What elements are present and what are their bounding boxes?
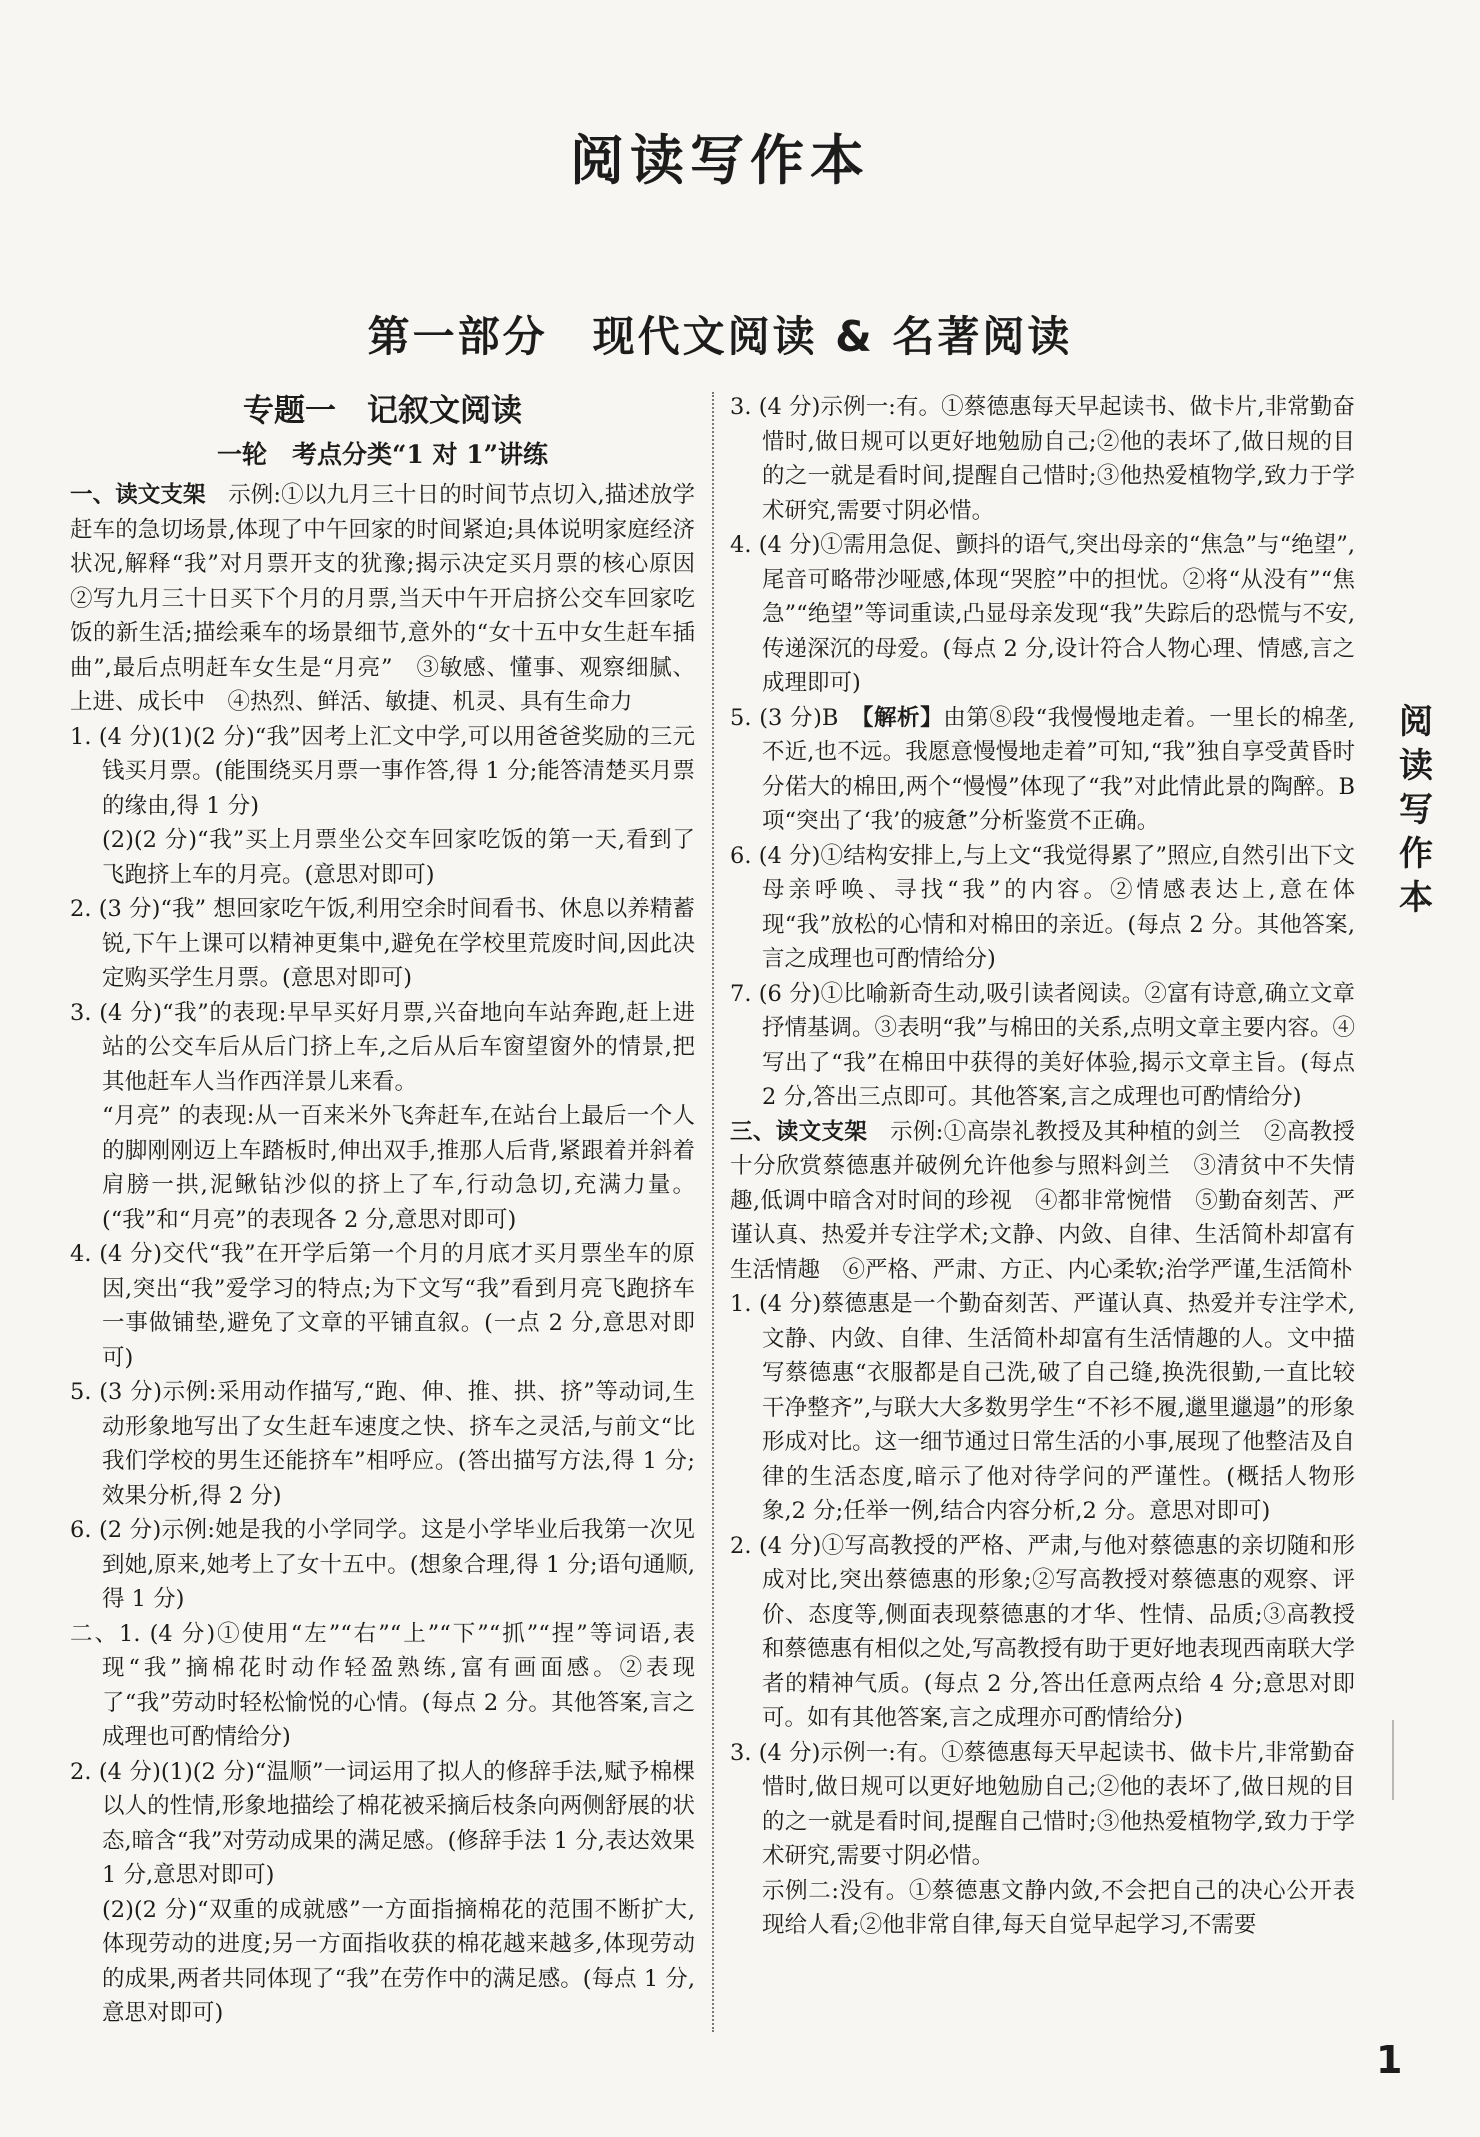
section-label: 一、读文支架 (70, 482, 206, 508)
answer-item: 4. (4 分)交代“我”在开学后第一个月的月底才买月票坐车的原因,突出“我”爱学习的特点;为下文写“我”看到月亮飞跑挤车一事做铺垫,避免了文章的平铺直叙。(一点 2 分,意思对即可) (70, 1241, 695, 1371)
part-heading: 第一部分 现代文阅读 & 名著阅读 (367, 312, 1073, 361)
answer-subitem: “月亮” 的表现:从一百来米外飞奔赶车,在站台上最后一个人的脚刚刚迈上车踏板时,伸出双手,推那人后背,紧跟着并斜着肩膀一拱,泥鳅钻沙似的挤上了车,行动急切,充满力量。(“我”和“月亮”的表现各 2 分,意思对即可) (102, 1103, 695, 1233)
answer-item: 2. (3 分)“我” 想回家吃午饭,利用空余时间看书、休息以养精蓄锐,下午上课可以精神更集中,避免在学校里荒废时间,因此决定购买学生月票。(意思对即可) (70, 896, 695, 991)
side-tab-label: 阅读写作本 (1399, 702, 1433, 918)
answer-item: 1. (4 分)蔡德惠是一个勤奋刻苦、严谨认真、热爱并专注学术,文静、内敛、自律、生活简朴却富有生活情趣的人。文中描写蔡德惠“衣服都是自己洗,破了自己缝,换洗很勤,一直比较干净整齐”,与联大大多数男学生“不衫不履,邋里邋遢”的形象形成对比。这一细节通过日常生活的小事,展现了他整洁及自律的生活态度,暗示了他对待学问的严谨性。(概括人物形象,2 分;任举一例,结合内容分析,2 分。意思对即可) (730, 1291, 1355, 1524)
section-one-frame (70, 478, 718, 720)
answer-subitem: (2)(2 分)“我”买上月票坐公交车回家吃饭的第一天,看到了飞跑挤上车的月亮。(意思对即可) (102, 827, 695, 888)
section-text: 示例:①以九月三十日的时间节点切入,描述放学赶车的急切场景,体现了中午回家的时间紧迫;具体说明家庭经济状况,解释“我”对月票开支的犹豫;揭示决定买月票的核心原因 ②写九月三十日买下个月的月票,当天中午开启挤公交车回家吃饭的新生活;描绘乘车的场景细节,意外的“女十五中女生赶车插曲”,最后点明赶车女生是“月亮” ③敏感、懂事、观察细腻、上进、成长中 ④热烈、鲜活、敏捷、机灵、具有生命力 (70, 482, 718, 715)
column-divider (712, 392, 714, 2032)
left-column (70, 388, 718, 2031)
right-column (730, 390, 1355, 1943)
answer-item: 6. (4 分)①结构安排上,与上文“我觉得累了”照应,自然引出下文母亲呼唤、寻找“我”的内容。②情感表达上,意在体现“我”放松的心情和对棉田的亲近。(每点 2 分。其他答案,言之成理也可酌情给分) (730, 842, 1355, 972)
analysis-text: 由第⑧段“我慢慢地走着。一里长的棉垄,不近,也不远。我愿意慢慢地走着”可知,“我”独自享受黄昏时分偌大的棉田,两个“慢慢”体现了“我”对此情此景的陶醉。B 项“突出了‘我’的疲惫”分析鉴赏不正确。 (762, 704, 1355, 834)
side-divider (1392, 1720, 1394, 1800)
answer-prefix: 5. (3 分)B (730, 704, 863, 731)
answer-subitem: 示例二:没有。①蔡德惠文静内敛,不会把自己的决心公开表现给人看;②他非常自律,每天自觉早起学习,不需要 (762, 1877, 1355, 1938)
answer-item: 1. (4 分)(1)(2 分)“我”因考上汇文中学,可以用爸爸奖励的三元钱买月票。(能围绕买月票一事作答,得 1 分;能答清楚买月票的缘由,得 1 分) (70, 723, 695, 819)
answer-item: 3. (4 分)“我”的表现:早早买好月票,兴奋地向车站奔跑,赶上进站的公交车后从后门挤上车,之后从后车窗望窗外的情景,把其他赶车人当作西洋景儿来看。 (70, 999, 695, 1095)
section-three-frame (730, 1115, 1355, 1288)
subtopic-heading: 一轮 考点分类“1 对 1”讲练 (217, 440, 548, 469)
answer-item: 3. (4 分)示例一:有。①蔡德惠每天早起读书、做卡片,非常勤奋惜时,做日规可以更好地勉励自己;②他的表坏了,做日规的目的之一就是看时间,提醒自己惜时;③他热爱植物学,致力于学术研究,需要寸阴必惜。 (730, 394, 1355, 524)
answer-item: 2. (4 分)(1)(2 分)“温顺”一词运用了拟人的修辞手法,赋予棉棵以人的性情,形象地描绘了棉花被采摘后枝条向两侧舒展的状态,暗含“我”对劳动成果的满足感。(修辞手法 1 分,表达效果 1 分,意思对即可) (70, 1758, 695, 1888)
page-title: 阅读写作本 (570, 128, 870, 192)
topic-heading: 专题一 记叙文阅读 (243, 393, 522, 429)
answer-subitem: (2)(2 分)“双重的成就感”一方面指摘棉花的范围不断扩大,体现劳动的进度;另一方面指收获的棉花越来越多,体现劳动的成果,两者共同体现了“我”在劳作中的满足感。(每点 1 分,意思对即可) (102, 1896, 695, 2026)
answer-item (730, 701, 1355, 839)
section-label: 三、读文支架 (730, 1118, 868, 1145)
analysis-tag: 【解析】 (862, 704, 944, 731)
answer-item: 2. (4 分)①写高教授的严格、严肃,与他对蔡德惠的亲切随和形成对比,突出蔡德惠的形象;②写高教授对蔡德惠的观察、评价、态度等,侧面表现蔡德惠的才华、性情、品质;③高教授和蔡德惠有相似之处,写高教授有助于更好地表现西南联大学者的精神气质。(每点 2 分,答出任意两点给 4 分;意思对即可。如有其他答案,言之成理亦可酌情给分) (730, 1532, 1355, 1731)
answer-item: 5. (3 分)示例:采用动作描写,“跑、伸、推、拱、挤”等动词,生动形象地写出了女生赶车速度之快、挤车之灵活,与前文“比我们学校的男生还能挤车”相呼应。(答出描写方法,得 1 分;效果分析,得 2 分) (70, 1379, 695, 1509)
answer-item: 3. (4 分)示例一:有。①蔡德惠每天早起读书、做卡片,非常勤奋惜时,做日规可以更好地勉励自己;②他的表坏了,做日规的目的之一就是看时间,提醒自己惜时;③他热爱植物学,致力于学术研究,需要寸阴必惜。 (730, 1739, 1355, 1869)
answer-item: 二、1. (4 分)①使用“左”“右”“上”“下”“抓”“捏”等词语,表现“我”摘棉花时动作轻盈熟练,富有画面感。②表现了“我”劳动时轻松愉悦的心情。(每点 2 分。其他答案,言之成理也可酌情给分) (70, 1620, 695, 1750)
page-number: 1 (1376, 2038, 1403, 2082)
answer-item: 4. (4 分)①需用急促、颤抖的语气,突出母亲的“焦急”与“绝望”,尾音可略带沙哑感,体现“哭腔”中的担忧。②将“从没有”“焦急”“绝望”等词重读,凸显母亲发现“我”失踪后的恐慌与不安,传递深沉的母爱。(每点 2 分,设计符合人物心理、情感,言之成理即可) (730, 532, 1355, 696)
answer-item: 6. (2 分)示例:她是我的小学同学。这是小学毕业后我第一次见到她,原来,她考上了女十五中。(想象合理,得 1 分;语句通顺,得 1 分) (70, 1517, 695, 1612)
answer-item: 7. (6 分)①比喻新奇生动,吸引读者阅读。②富有诗意,确立文章抒情基调。③表明“我”与棉田的关系,点明文章主要内容。④写出了“我”在棉田中获得的美好体验,揭示文章主旨。(每点 2 分,答出三点即可。其他答案,言之成理也可酌情给分) (730, 980, 1355, 1110)
section-text: 示例:①高崇礼教授及其种植的剑兰 ②高教授十分欣赏蔡德惠并破例允许他参与照料剑兰 ③清贫中不失情趣,低调中暗含对时间的珍视 ④都非常惋惜 ⑤勤奋刻苦、严谨认真、热爱并专注学术;文静、内敛、自律、生活简朴却富有生活情趣 ⑥严格、严肃、方正、内心柔软;治学严谨,生活简朴 (730, 1118, 1355, 1283)
